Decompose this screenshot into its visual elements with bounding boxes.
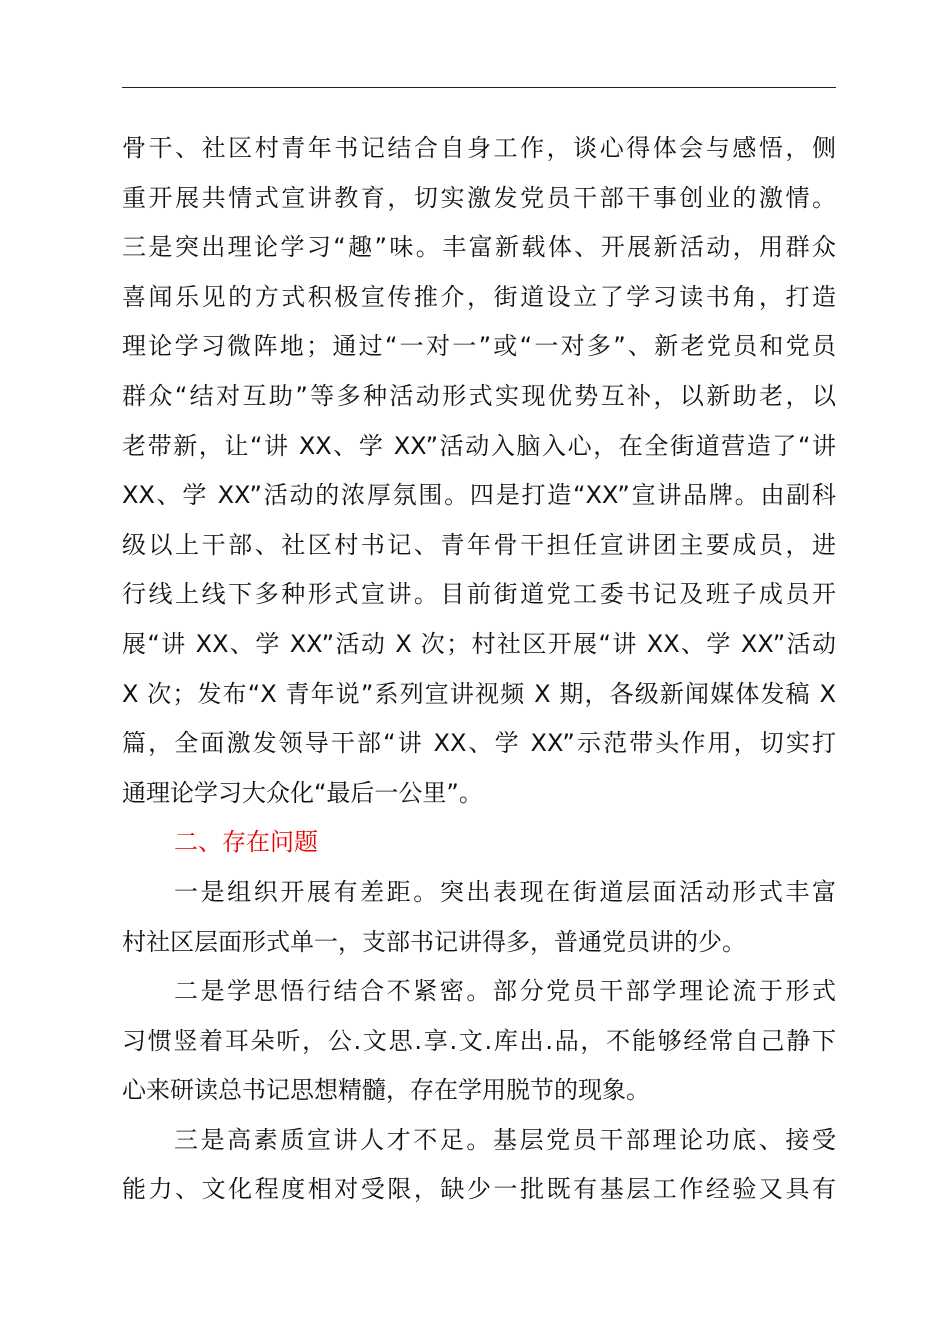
paragraph-line: 老带新，让“讲 XX、学 XX”活动入脑入心，在全街道营造了“讲	[122, 431, 836, 460]
paragraph-line: 行线上线下多种形式宣讲。目前街道党工委书记及班子成员开	[122, 580, 836, 609]
problem-line: 一是组织开展有差距。突出表现在街道层面活动形式丰富	[174, 877, 836, 906]
section-heading: 二、存在问题	[174, 828, 318, 857]
paragraph-line: 重开展共情式宣讲教育，切实激发党员干部干事创业的激情。	[122, 183, 836, 212]
header-rule	[122, 87, 836, 88]
paragraph-line: 级以上干部、社区村书记、青年骨干担任宣讲团主要成员，进	[122, 530, 836, 559]
paragraph-line: 三是突出理论学习“趣”味。丰富新载体、开展新活动，用群众	[122, 233, 836, 262]
paragraph-line: 群众“结对互助”等多种活动形式实现优势互补，以新助老，以	[122, 381, 836, 410]
paragraph-line: 篇，全面激发领导干部“讲 XX、学 XX”示范带头作用，切实打	[122, 729, 836, 758]
paragraph-line: XX、学 XX”活动的浓厚氛围。四是打造“XX”宣讲品牌。由副科	[122, 481, 836, 510]
paragraph-line: 喜闻乐见的方式积极宣传推介，街道设立了学习读书角，打造	[122, 282, 836, 311]
problem-line: 心来研读总书记思想精髓，存在学用脱节的现象。	[122, 1076, 650, 1105]
paragraph-line: 骨干、社区村青年书记结合自身工作，谈心得体会与感悟，侧	[122, 134, 836, 162]
problem-line: 能力、文化程度相对受限，缺少一批既有基层工作经验又具有	[122, 1175, 836, 1204]
problem-line: 习惯竖着耳朵听，公.文思.享.文.库出.品，不能够经常自己静下	[122, 1026, 836, 1055]
paragraph-line: 理论学习微阵地；通过“一对一”或“一对多”、新老党员和党员	[122, 332, 836, 361]
paragraph-line: 通理论学习大众化“最后一公里”。	[122, 778, 483, 807]
problem-line: 村社区层面形式单一，支部书记讲得多，普通党员讲的少。	[122, 927, 746, 956]
document-body	[122, 124, 836, 1215]
paragraph-line: 展“讲 XX、学 XX”活动 X 次；村社区开展“讲 XX、学 XX”活动	[122, 629, 836, 658]
problem-line: 二是学思悟行结合不紧密。部分党员干部学理论流于形式	[174, 977, 836, 1006]
problem-line: 三是高素质宣讲人才不足。基层党员干部理论功底、接受	[174, 1125, 836, 1154]
paragraph-line: X 次；发布“X 青年说”系列宣讲视频 X 期，各级新闻媒体发稿 X	[122, 679, 836, 708]
